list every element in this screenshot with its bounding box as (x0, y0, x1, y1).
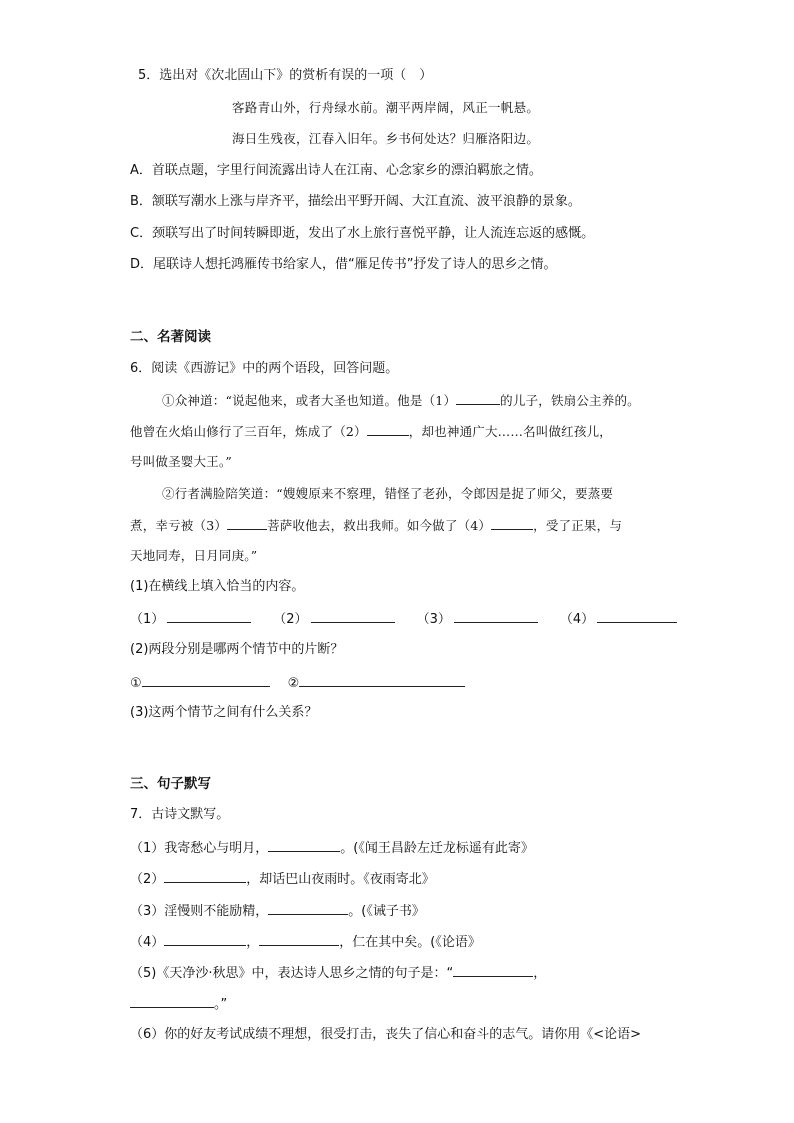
para1-line1 (162, 391, 640, 410)
q6-circle-row (130, 673, 465, 693)
q7-blank-5a[interactable] (453, 963, 533, 977)
q7-item-2-num: （2） (130, 872, 165, 887)
q7-item-3-source: 。(《诫子书》 (348, 904, 425, 919)
answer-blank-2[interactable] (311, 609, 395, 623)
q6-sub1: (1)在横线上填入恰当的内容。 (130, 579, 305, 594)
q7-item-1-text: （1）我寄愁心与明月， (130, 841, 269, 856)
q5-option-d[interactable]: D．尾联诗人想托鸿雁传书给家人，借“雁足传书”抒发了诗人的思乡之情。 (130, 257, 557, 272)
q7-item-5-cont (130, 994, 227, 1014)
poem-line-2: 海日生残夜，江春入旧年。乡书何处达？归雁洛阳边。 (232, 131, 540, 146)
q7-item-4 (130, 932, 481, 952)
para1-text-c: 他曾在火焰山修行了三百年，炼成了（2） (130, 424, 367, 439)
blank-label-2: （2） (273, 612, 308, 627)
q7-item-1 (130, 838, 534, 858)
q7-blank-3[interactable] (268, 901, 348, 915)
para1-text-b: 的儿子，铁扇公主养的。 (500, 393, 640, 408)
poem-line-1: 客路青山外，行舟绿水前。潮平两岸阔，风正一帆悬。 (232, 100, 540, 115)
q7-stem: 7．古诗文默写。 (130, 807, 230, 822)
blank-label-3: （3） (416, 612, 451, 627)
q6-blank-row (130, 609, 680, 629)
q6-sub2: (2)两段分别是哪两个情节中的片断？ (130, 642, 344, 657)
answer-blank-3[interactable] (454, 609, 538, 623)
q7-blank-4a[interactable] (164, 932, 246, 946)
circle-label-2: ② (287, 676, 300, 691)
para2-line1: ②行者满脸陪笑道：“嫂嫂原来不察理，错怪了老孙，令郎因是捉了师父，要蒸要 (162, 486, 614, 501)
para2-text-b: 菩萨收他去，救出我师。如今做了（4） (267, 518, 492, 533)
para2-blank-4[interactable] (491, 516, 533, 530)
blank-label-1: （1） (130, 612, 165, 627)
q6-stem: 6．阅读《西游记》中的两个语段，回答问题。 (130, 361, 399, 376)
q7-item-3 (130, 901, 425, 921)
q7-item-4-num: （4） (130, 935, 165, 950)
para1-blank-1[interactable] (456, 391, 500, 405)
para2-line3: 天地同寿，日月同庚。” (130, 548, 258, 563)
q5-option-c[interactable]: C．颈联写出了时间转瞬即逝，发出了水上旅行喜悦平静，让人流连忘返的感慨。 (130, 226, 595, 241)
para2-line2 (130, 516, 622, 535)
q7-item-5-comma: ， (533, 966, 547, 981)
answer-blank-1[interactable] (167, 609, 251, 623)
para2-text-c: ，受了正果，与 (533, 518, 623, 533)
q7-item-2 (130, 869, 435, 889)
para1-text-d: ，却也神通广大……名叫做红孩儿， (408, 424, 612, 439)
section-title-reading: 二、名著阅读 (130, 329, 211, 345)
q7-item-4-text: ，仁在其中矣。(《论语》 (339, 935, 481, 950)
section-title-dictation: 三、句子默写 (130, 776, 211, 792)
q7-item-5-text: （5)《天净沙·秋思》中，表达诗人思乡之情的句子是：“ (130, 966, 454, 981)
q7-item-1-source: 。(《闻王昌龄左迁龙标遥有此寄》 (340, 841, 534, 856)
para1-line2 (130, 422, 612, 441)
q7-item-5-end: 。” (214, 997, 228, 1012)
para2-blank-3[interactable] (227, 516, 267, 530)
q7-blank-1[interactable] (268, 838, 340, 852)
q5-option-a[interactable]: A．首联点题，字里行间流露出诗人在江南、心念家乡的漂泊羁旅之情。 (130, 163, 542, 178)
q5-option-b[interactable]: B．颔联写潮水上涨与岸齐平，描绘出平野开阔、大江直流、波平浪静的景象。 (130, 194, 581, 209)
answer-blank-4[interactable] (597, 609, 677, 623)
para2-text-a: 煮，幸亏被（3） (130, 518, 228, 533)
q7-item-4-comma: ， (246, 935, 260, 950)
plot-blank-2[interactable] (299, 673, 465, 687)
q7-blank-2[interactable] (164, 869, 246, 883)
plot-blank-1[interactable] (142, 673, 270, 687)
q5-stem: 5．选出对《次北固山下》的赏析有误的一项（ ） (138, 68, 433, 83)
circle-label-1: ① (130, 676, 142, 691)
q7-blank-5b[interactable] (130, 994, 214, 1008)
q7-item-6: （6）你的好友考试成绩不理想，很受打击，丧失了信心和奋斗的志气。请你用《<论语> (130, 1027, 642, 1042)
q7-item-2-text: ，却话巴山夜雨时。《夜雨寄北》 (246, 872, 435, 887)
blank-label-4: （4） (559, 612, 595, 627)
para1-blank-2[interactable] (367, 422, 409, 436)
para1-text-a: ①众神道：“说起他来，或者大圣也知道。他是（1） (162, 393, 457, 408)
q7-item-3-text: （3）淫慢则不能励精， (130, 904, 269, 919)
q7-item-5 (130, 963, 546, 983)
q7-blank-4b[interactable] (259, 932, 339, 946)
para1-line3: 号叫做圣婴大王。” (130, 454, 232, 469)
q6-sub3: (3)这两个情节之间有什么关系？ (130, 705, 318, 720)
